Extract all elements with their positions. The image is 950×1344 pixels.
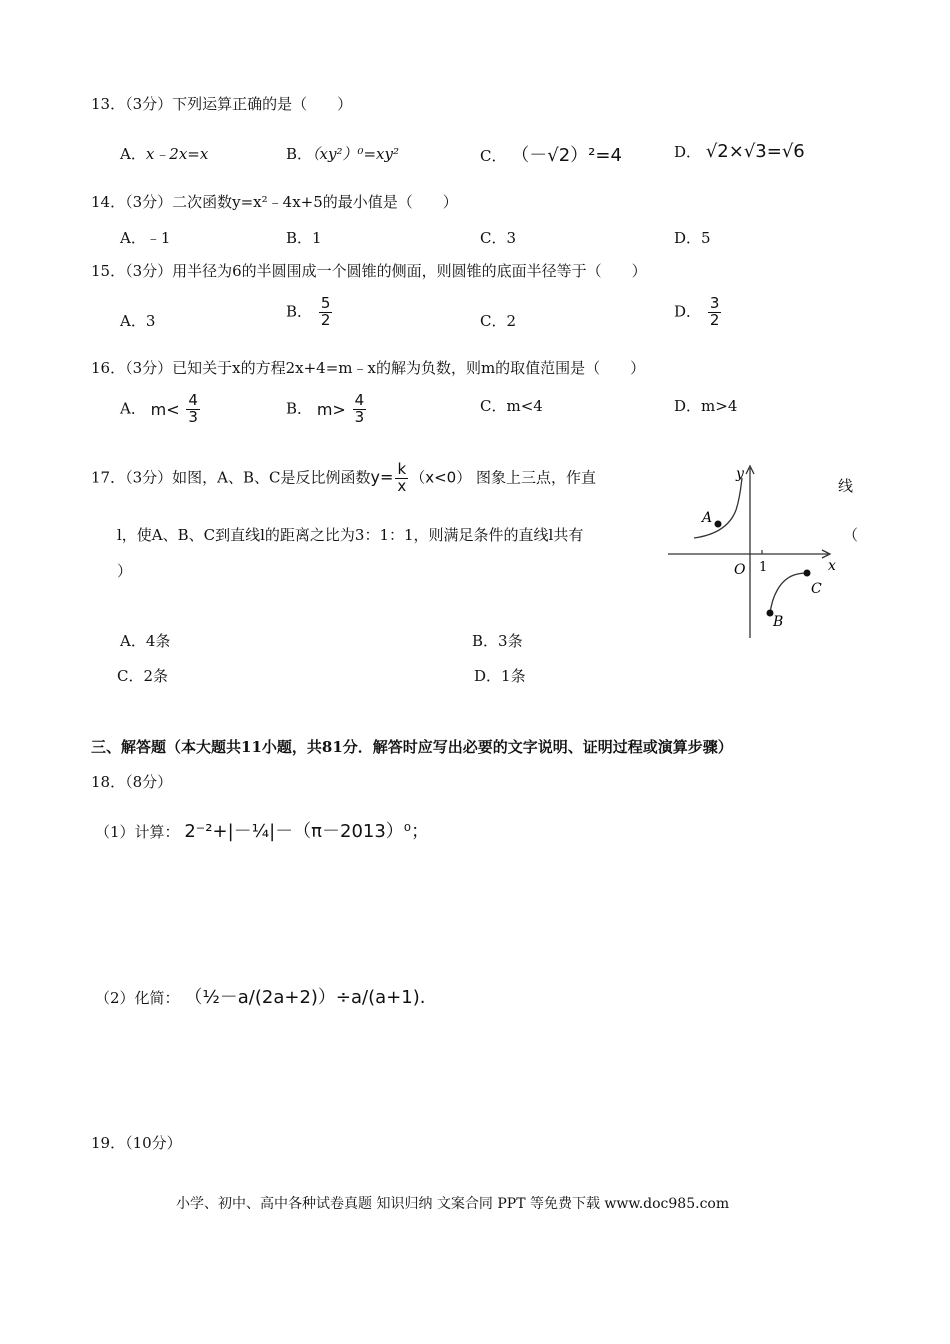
q18-part2 <box>95 983 425 1009</box>
option-label: C． <box>480 147 507 165</box>
point-a <box>715 521 722 528</box>
q14-stem: 14．（3分）二次函数y=x²﹣4x+5的最小值是（ ） <box>91 193 458 211</box>
function-fraction: $\frac{k}{x}$ <box>397 460 407 495</box>
point-c <box>804 570 811 577</box>
fraction: $\frac{4}{3}$ <box>354 391 365 426</box>
option-text: x﹣2x=x <box>145 145 209 163</box>
section-title: 三、解答题（本大题共11小题，共81分．解答时应写出必要的文字说明、证明过程或演算步骤） <box>91 738 733 756</box>
curve-branch-lower <box>770 573 808 614</box>
label-y-axis: y <box>736 466 744 482</box>
curve-branch-upper <box>694 478 742 538</box>
label-b: B <box>773 614 784 630</box>
label-tick-1: 1 <box>759 560 768 575</box>
q17-stem-line3: ） <box>117 562 133 580</box>
option-label: A． <box>120 399 146 418</box>
func-domain: （x<0） <box>410 468 472 487</box>
page-footer: 小学、初中、高中各种试卷真题 知识归纳 文案合同 PPT 等免费下载 www.doc985.com <box>176 1196 730 1212</box>
q17-option-a: A．4条 <box>120 632 171 650</box>
q13-option-b <box>286 143 399 164</box>
q17-stem-line1 <box>91 462 596 495</box>
q15-option-c: C．2 <box>480 312 517 330</box>
q16-stem: 16．（3分）已知关于x的方程2x+4=m﹣x的解为负数，则m的取值范围是（ ） <box>91 359 646 377</box>
option-text: （xy²）⁰=xy² <box>312 145 400 163</box>
q17-option-b: B．3条 <box>472 632 523 650</box>
label-x-axis: x <box>828 558 836 574</box>
q16-option-b <box>286 393 368 426</box>
option-label: B． <box>286 399 313 418</box>
q13-option-a <box>120 143 208 164</box>
fraction: $\frac{5}{2}$ <box>320 294 331 329</box>
label-origin: O <box>734 562 746 578</box>
q15-stem: 15．（3分）用半径为6的半圆围成一个圆锥的侧面，则圆锥的底面半径等于（ ） <box>91 262 647 280</box>
fraction: $\frac{3}{2}$ <box>709 294 720 329</box>
relation: m< <box>150 399 180 419</box>
q15-option-b <box>286 296 334 329</box>
q13-stem: 13．（3分）下列运算正确的是（ ） <box>91 95 353 113</box>
option-label: A． <box>120 145 146 163</box>
q14-option-b: B．1 <box>286 229 322 247</box>
option-label: B． <box>286 145 313 163</box>
q19-header: 19．（10分） <box>91 1134 182 1152</box>
q18-header: 18．（8分） <box>91 773 173 791</box>
relation: m> <box>316 399 346 419</box>
option-math: √2×√3=√6 <box>705 141 805 162</box>
option-label: D． <box>674 143 702 161</box>
part-label: （1）计算： <box>95 823 180 841</box>
stem-text: 图象上三点，作直 <box>476 468 597 487</box>
stem-text: 17．（3分）如图，A、B、C是反比例函数 <box>91 468 371 487</box>
q15-option-a: A．3 <box>120 312 156 330</box>
q17-stem-line2: l，使A、B、C到直线l的距离之比为3：1：1，则满足条件的直线l共有 <box>117 526 584 544</box>
part-label: （2）化简： <box>95 989 180 1007</box>
fraction: $\frac{4}{3}$ <box>188 391 198 426</box>
q16-option-d: D．m>4 <box>674 397 738 415</box>
option-label: D． <box>674 302 702 321</box>
q17-stem-line2-tail: （ <box>843 526 859 544</box>
q17-option-c: C．2条 <box>117 667 169 685</box>
option-math: （－√2）²=4 <box>511 145 622 166</box>
q18-part1 <box>95 817 429 843</box>
label-c: C <box>811 581 822 597</box>
q16-option-c: C．m<4 <box>480 397 543 415</box>
q14-option-d: D．5 <box>674 229 711 247</box>
q15-option-d <box>674 296 723 329</box>
label-a: A <box>702 510 713 526</box>
q17-stem-line1-tail: 线 <box>838 477 854 495</box>
q17-option-d: D．1条 <box>474 667 526 685</box>
option-label: B． <box>286 302 313 321</box>
q14-option-a: A．﹣1 <box>120 229 171 247</box>
part-math: （½－a/(2a+2)）÷a/(a+1). <box>184 987 426 1008</box>
q13-option-d <box>674 141 805 162</box>
part-math: 2⁻²+|－¼|－（π－2013）⁰； <box>184 821 430 842</box>
q14-option-c: C．3 <box>480 229 517 247</box>
func-lhs: y= <box>370 467 394 487</box>
q13-option-c <box>480 141 622 167</box>
q16-option-a <box>120 393 202 426</box>
q17-figure <box>664 462 844 642</box>
